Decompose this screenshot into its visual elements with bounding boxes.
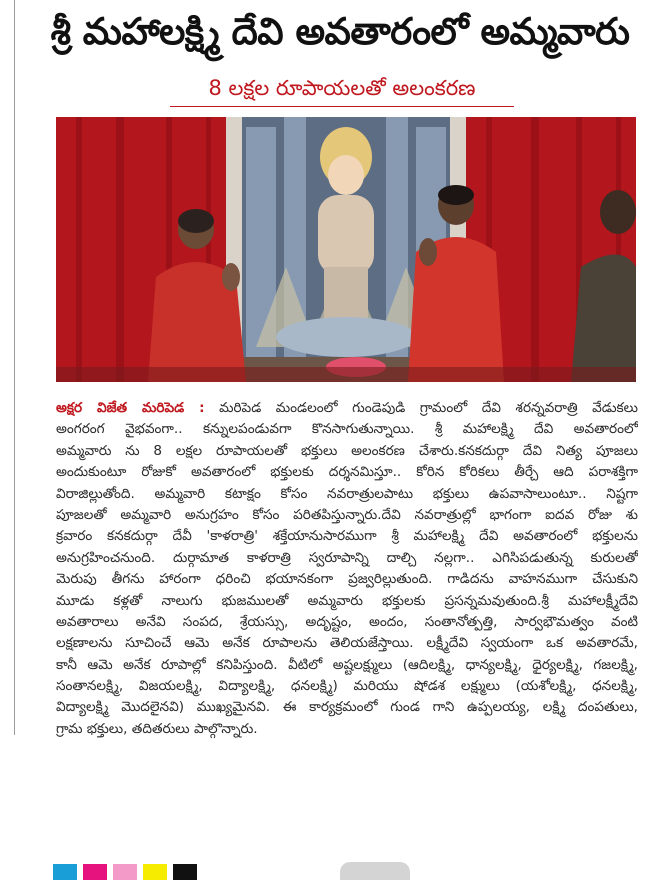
- article-line: విరాజిల్లుతోంది. అమ్మవారి కటాక్షం కోసం నవరాత్రులపాటు భక్తులు ఉపవాసాలుంటూ.. నిష్టగా: [56, 485, 638, 502]
- cyan-swatch: [53, 864, 77, 880]
- byline: అక్షర విజేత మరిపెడ :: [56, 400, 205, 416]
- article-line: అనుగ్రహించనుంది. దుర్గామాత కాళరాత్రి స్వరూపాన్ని దాల్చి నల్లగా.. ఎగిసిపడుతున్న కురులతో: [56, 549, 638, 566]
- subheadline-underline: [170, 106, 514, 107]
- article-line: అందుకుంటూ రోజుకో అవతారంలో భక్తులకు దర్శనమిస్తూ.. కోరిన కోరికలు తీర్చే ఆది పరాశక్తిగా: [56, 464, 638, 481]
- yellow-swatch: [143, 864, 167, 880]
- article-line: [56, 398, 638, 419]
- article-line: అవతారాలు అనేవి సంపద, శ్రేయస్సు, అదృష్టం, అందం, సంతానోత్పత్తి, సార్వభౌమత్వం వంటి: [56, 613, 638, 630]
- subheadline: 8 లక్షల రూపాయలతో అలంకరణ: [208, 76, 476, 100]
- black-swatch: [173, 864, 197, 880]
- article-line: విద్యాలక్ష్మి మొదలైనవి) ముఖ్యమైనవి. ఈ కార్యక్రమంలో గుండ గాని ఉప్పలయ్య, లక్ష్మి దంపతులు,: [56, 699, 638, 716]
- article-line: మూడు కళ్లతో నాలుగు భుజములతో అమ్మవారు భక్తులకు ప్రసన్నమవుతుంది.శ్రీ మహాలక్ష్మీదేవి: [56, 592, 638, 609]
- article-line: కానీ ఆమె అనేక రూపాల్లో కనిపిస్తుంది. వీటిలో అష్టలక్ష్ములు (ఆదిలక్ష్మి, ధాన్యలక్ష్మి, ధైర్యలక్ష్మి, గజలక్ష్మి,: [56, 656, 638, 673]
- article-line: పూజలతో అమ్మవారి అనుగ్రహం కోసం పరితపిస్తున్నారు.దేవి నవరాత్రుల్లో భాగంగా ఐదవ రోజు శు: [56, 506, 638, 523]
- news-photo: [56, 117, 636, 382]
- column-rule: [14, 0, 15, 735]
- article-line-text: మరిపెడ మండలంలో గుండెపుడి గ్రామంలో దేవి శరన్నవరాత్రి వేడుకలు: [219, 400, 638, 416]
- article-body: [56, 398, 638, 740]
- color-calibration-bar: [53, 864, 203, 880]
- article-line: గ్రామ భక్తులు, తదితరులు పాల్గొన్నారు.: [56, 720, 258, 737]
- article-line: సంతానలక్ష్మి, విజయలక్ష్మి, విద్యాలక్ష్మి, ధనలక్ష్మి) మరియు షోడశ లక్ష్ములు (యశోలక్ష్మి, ధనలక్ష్మి,: [56, 678, 638, 695]
- article-line: అంగరంగ వైభవంగా.. కన్నులపండువగా కొనసాగుతున్నాయి. శ్రీ మహాలక్ష్మి దేవి అవతారంలో: [56, 421, 638, 438]
- article-line: మెరుపు తీగను హారంగా ధరించి భయానకంగా ప్రజ్వరిల్లుతుంది. గాడిదను వాహనముగా చేసుకుని: [56, 571, 638, 588]
- registration-mark: [340, 862, 410, 880]
- article-line: లక్షణాలను సూచించే ఆమె అనేక రూపాలను తెలియజేస్తాయి. లక్ష్మీదేవి స్వయంగా ఒక అవతారమే,: [56, 635, 638, 652]
- article-line: క్రవారం కనకదుర్గా దేవీ 'కాళరాత్రి' శక్తేయానుసారముగా శ్రీ మహాలక్ష్మి దేవి అవతారంలో భక్తులను: [56, 528, 638, 545]
- article-line: అమ్మవారు ను 8 లక్షల రూపాయలతో భక్తులు అలంకరణ చేశారు.కనకదుర్గా దేవి నిత్య పూజలు: [56, 442, 638, 459]
- magenta-swatch: [83, 864, 107, 880]
- pink-swatch: [113, 864, 137, 880]
- headline: శ్రీ మహాలక్ష్మి దేవి అవతారంలో అమ్మవారు: [50, 10, 630, 53]
